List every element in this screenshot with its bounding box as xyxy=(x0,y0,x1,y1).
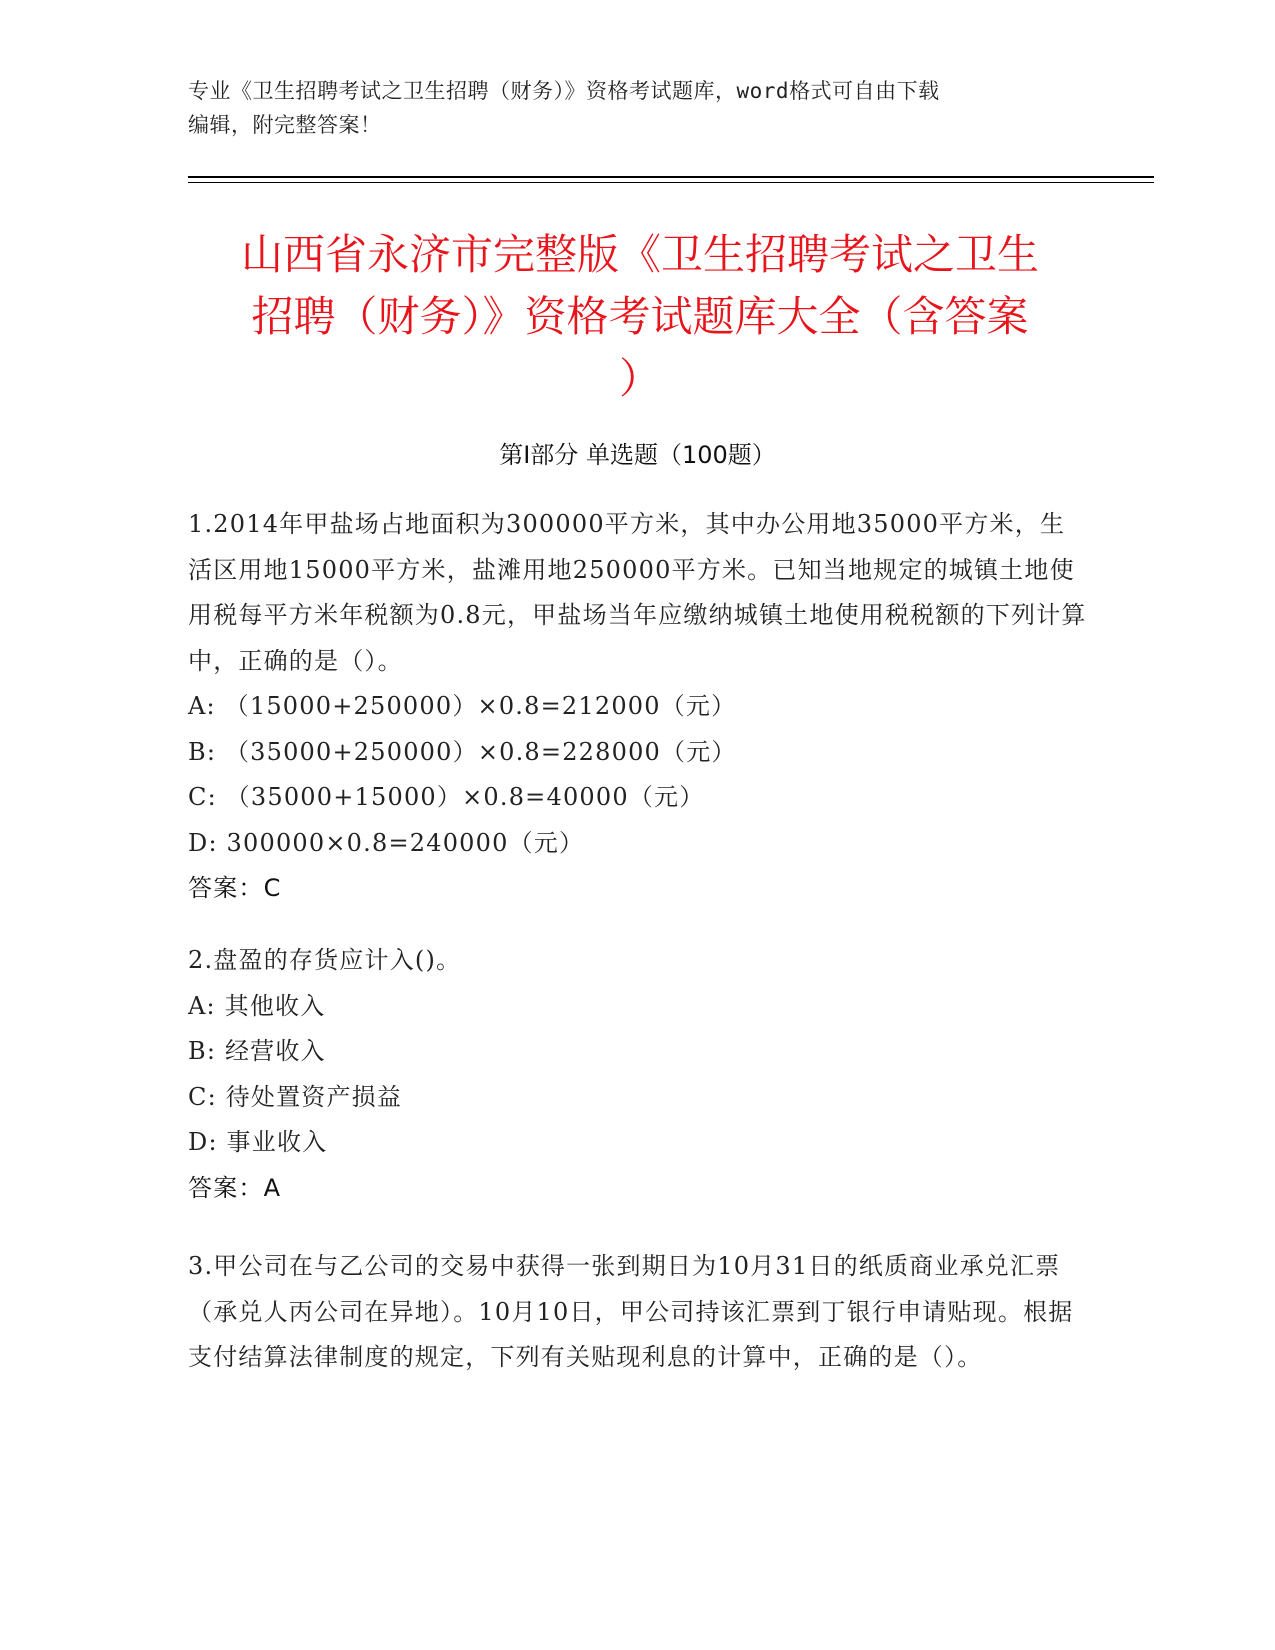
header-divider-thin xyxy=(188,182,1154,183)
option-c: C: 待处置资产损益 xyxy=(188,1082,403,1111)
section-title: 第Ⅰ部分 单选题（100题） xyxy=(499,441,776,469)
option-d: D: 300000×0.8=240000（元） xyxy=(188,828,585,857)
question-3 xyxy=(188,1244,1088,1381)
answer: 答案：A xyxy=(188,1173,282,1202)
header-note xyxy=(188,74,1088,142)
document-title xyxy=(190,224,1090,410)
option-b: B: 经营收入 xyxy=(188,1037,326,1065)
question-stem: 3.甲公司在与乙公司的交易中获得一张到期日为10月31日的纸质商业承兑汇票（承兑人丙公司在异地）。10月10日，甲公司持该汇票到丁银行申请贴现。根据支付结算法律制度的规定，下列有关贴现利息的计算中，正确的是（）。 xyxy=(188,1252,1074,1371)
question-stem: 2.盘盈的存货应计入()。 xyxy=(188,946,462,974)
option-a: A: 其他收入 xyxy=(188,991,326,1020)
answer: 答案：C xyxy=(188,874,282,902)
document-title-line-1: 山西省永济市完整版《卫生招聘考试之卫生 xyxy=(240,230,1039,279)
header-note-line-2: 编辑，附完整答案！ xyxy=(188,113,382,137)
document-title-line-2: 招聘（财务）》资格考试题库大全（含答案 xyxy=(251,292,1029,341)
document-title-line-3: ） xyxy=(618,354,661,403)
question-stem: 1.2014年甲盐场占地面积为300000平方米，其中办公用地35000平方米，生活区用地15000平方米，盐滩用地250000平方米。已知当地规定的城镇土地使用税每平方米年税额为0.8元，甲盐场当年应缴纳城镇土地使用税税额的下列计算中，正确的是（）。 xyxy=(188,510,1087,675)
header-note-line-1: 专业《卫生招聘考试之卫生招聘（财务）》资格考试题库，word格式可自由下载 xyxy=(188,79,940,103)
option-a: A: （15000+250000）×0.8=212000（元） xyxy=(188,692,737,720)
option-b: B: （35000+250000）×0.8=228000（元） xyxy=(188,737,737,766)
header-divider-thick xyxy=(188,176,1154,178)
question-1 xyxy=(188,502,1088,912)
question-2 xyxy=(188,938,1088,1211)
option-d: D: 事业收入 xyxy=(188,1128,328,1156)
option-c: C: （35000+15000）×0.8=40000（元） xyxy=(188,783,705,811)
